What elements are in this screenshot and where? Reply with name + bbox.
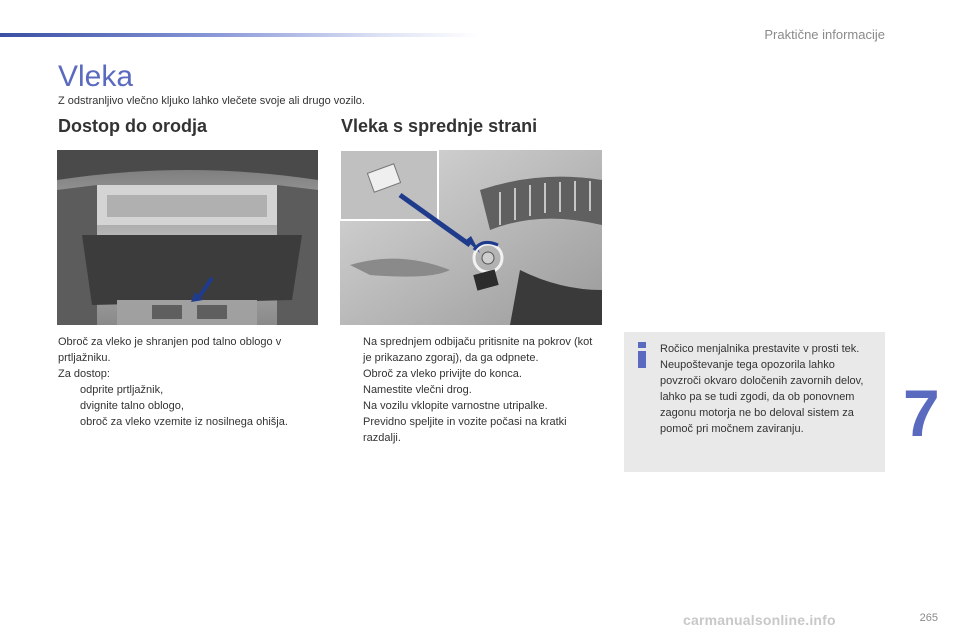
list-item: obroč za vleko vzemite iz nosilnega ohišja.: [80, 416, 288, 428]
intro-text: Z odstranljivo vlečno kljuko lahko vlečete svoje ali drugo vozilo.: [58, 95, 365, 107]
list-item: Na sprednjem odbijaču pritisnite na pokrov (kot je prikazano zgoraj), da ga odpnete.: [363, 336, 593, 364]
left-section-heading: Dostop do orodja: [58, 116, 207, 136]
front-bumper-photo: [340, 150, 602, 325]
right-bullet-list: [341, 334, 603, 446]
section-header-title: Praktične informacije: [764, 27, 885, 42]
left-paragraph: Obroč za vleko je shranjen pod talno oblogo v prtljažniku.: [58, 336, 282, 364]
list-item: Previdno speljite in vozite počasi na kratki razdalji.: [363, 416, 567, 444]
list-item: Namestite vlečni drog.: [363, 384, 472, 396]
trunk-photo: [57, 150, 318, 325]
info-box: [624, 332, 885, 472]
right-section-heading: Vleka s sprednje strani: [341, 116, 538, 136]
left-section-body: [58, 334, 320, 430]
right-section-body: [341, 334, 603, 446]
page-number: 265: [919, 612, 938, 624]
header-accent-bar: [0, 33, 480, 37]
list-item: Obroč za vleko privijte do konca.: [363, 368, 522, 380]
watermark: carmanualsonline.info: [683, 612, 836, 628]
info-icon: [634, 342, 650, 368]
page-title: Vleka: [58, 60, 134, 93]
info-text: Ročico menjalnika prestavite v prosti tek. Neupoštevanje tega opozorila lahko povzroči okvaro določenih zavornih delov, lahko pa se tudi zgodi, da ob ponovnem zagonu motorja ne bo deloval sistem za pomoč pri močnem zaviranju.: [660, 343, 864, 435]
list-item: Na vozilu vklopite varnostne utripalke.: [363, 400, 548, 412]
list-item: odprite prtljažnik,: [80, 384, 164, 396]
left-lead: Za dostop:: [58, 368, 110, 380]
list-item: dvignite talno oblogo,: [80, 400, 184, 412]
left-bullet-list: [58, 382, 320, 430]
chapter-number: 7: [903, 376, 940, 450]
